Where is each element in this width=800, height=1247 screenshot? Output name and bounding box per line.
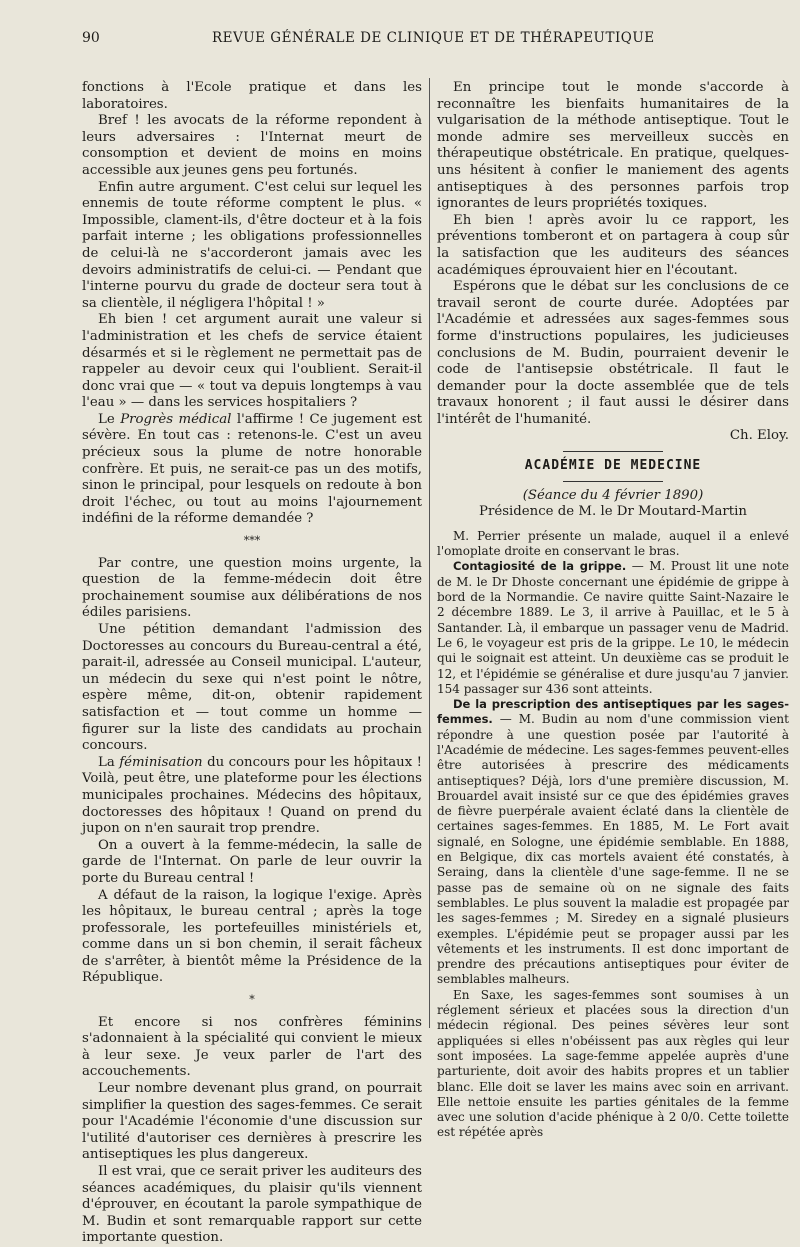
- paragraph: Eh bien ! après avoir lu ce rapport, les préventions tomberont et on partagera à coup sûr la satisfaction que les auditeurs des séances académiques éprouvaient hier en l'écoutant.: [437, 212, 789, 278]
- column-divider: [429, 78, 430, 1028]
- paragraph: Et encore si nos confrères féminins s'adonnaient à la spécialité qui convient le mieux à leur sexe. Je veux parler de l'art des accouchements.: [82, 1014, 422, 1080]
- signature-line: [437, 428, 789, 445]
- paragraph: M. Perrier présente un malade, auquel il a enlevé l'omoplate droite en conservant le bras.: [437, 528, 789, 559]
- subsection-title: De la prescription des antiseptiques par les sages-femmes.: [437, 697, 789, 727]
- page-number: 90: [82, 30, 100, 46]
- paragraph: Eh bien ! cet argument aurait une valeur si l'administration et les chefs de service étaient désarmés et si le règlement ne permettait pas de rappeler au devoir ceux qui l'oublient. Serait-il donc vrai que — « tout va depuis longtemps à vau l'eau » — dans les services hospitaliers ?: [82, 312, 422, 411]
- subsection-title: Contagiosité de la grippe.: [453, 559, 627, 574]
- text: du concours pour les hôpitaux ! Voilà, peut être, une plateforme pour les élections municipales prochaines. Médecins des hôpitaux, doctoresses des hôpitaux ! Quand on prend du jupon on n'en saurait trop prendre.: [82, 754, 422, 837]
- right-column: [437, 80, 789, 1141]
- paragraph: [437, 697, 789, 988]
- rule-top: [563, 451, 663, 452]
- text: — M. Proust lit une note de M. le Dr Dhoste concernant une épidémie de grippe à bord de la Normandie. Ce navire quitte Saint-Nazaire le 2 décembre 1889. Le 3, il arrive à Pauillac, et le 5 à Santander. Là, il embarque un passager venu de Madrid. Le 6, le voyageur est pris de la grippe. Le 10, le médecin qui le soignait est atteint. Un deuxième cas se produit le 12, et l'épidémie se généralise et dure jusqu'au 7 janvier. 154 passager sur 436 sont atteints.: [437, 559, 789, 696]
- paragraph: On a ouvert à la femme-médecin, la salle de garde de l'Internat. On parle de leur ouvrir la porte du Bureau central !: [82, 837, 422, 886]
- paragraph: [82, 412, 422, 528]
- running-head: REVUE GÉNÉRALE DE CLINIQUE ET DE THÉRAPEUTIQUE: [212, 30, 655, 46]
- minutes: [437, 529, 789, 1141]
- text: Le: [98, 411, 115, 427]
- italic-term: féminisation: [119, 754, 203, 770]
- signature: Ch. Eloy.: [729, 428, 789, 444]
- paragraph: Bref ! les avocats de la réforme repondent à leurs adversaires : l'Internat meurt de consomption et devient de moins en moins accessible aux jeunes gens peu fortunés.: [82, 113, 422, 178]
- paragraph: fonctions à l'Ecole pratique et dans les laboratoires.: [82, 80, 422, 112]
- paragraph: Il est vrai, que ce serait priver les auditeurs des séances académiques, du plaisir qu'ils viennent d'éprouver, en écoutant la parole sympathique de M. Budin et sont remarquable rapport sur cette importante question.: [82, 1164, 422, 1246]
- paragraph: En principe tout le monde s'accorde à reconnaître les bienfaits humanitaires de la vulgarisation de la méthode antiseptique. Tout le monde admire ses merveilleux succès en thérapeutique obstétricale. En pratique, quelques-uns hésitent à confier le maniement des agents antiseptiques à des personnes parfois trop ignorantes de leurs propriétés toxiques.: [437, 80, 789, 212]
- left-column: [82, 80, 422, 1247]
- paragraph: Par contre, une question moins urgente, la question de la femme-médecin doit être prochainement soumise aux délibérations de nos édiles parisiens.: [82, 555, 422, 621]
- text: — M. Budin au nom d'une commission vient répondre à une question posée par l'autorité à l'Académie de médecine. Les sages-femmes peuvent-elles être autorisées à prescrire des médicaments antiseptiques? Déjà, lors d'une première discussion, M. Brouardel avait insisté sur ce que des épidémies graves de fièvre puerpérale avaient éclaté dans la clientèle de certaines sages-femmes. En 1885, M. Le Fort avait signalé, en Sologne, une épidémie semblable. En 1888, en Belgique, dix cas mortels avaient été constatés, à Seraing, dans la clientèle d'une sage-femme. Il ne se passe pas de semaine où on ne signale des faits semblables. Le plus souvent la maladie est propagée par les sages-femmes ; M. Siredey en a signalé plusieurs exemples. L'épidémie peut se propager aussi par les vêtements et les instruments. Il est donc important de prendre des précautions antiseptiques pour éviter de semblables malheurs.: [437, 712, 789, 987]
- session-date: (Séance du 4 février 1890): [522, 487, 704, 503]
- rule-bottom: [563, 481, 663, 482]
- paragraph: Leur nombre devenant plus grand, on pourrait simplifier la question des sages-femmes. Ce serait pour l'Académie l'économie d'une discussion sur l'utilité d'autoriser ces dernières à prescrire les antiseptiques les plus dangereux.: [82, 1081, 422, 1163]
- paragraph: Espérons que le débat sur les conclusions de ce travail seront de courte durée. Adoptées par l'Académie et adressées aux sages-femmes sous forme d'instructions populaires, les judicieuses conclusions de M. Budin, pourraient devenir le code de l'antisepsie obstétricale. Il faut le demander pour la docte assemblée que de tels travaux honorent ; il faut aussi le désirer dans l'intérêt de l'humanité.: [437, 279, 789, 427]
- text: l'affirme ! Ce jugement est sévère. En tout cas : retenons-le. C'est un aveu précieux sous la plume de notre honorable confrère. Et puis, ne serait-ce pas un des motifs, sinon le principal, pour lesquels on redoute à bon droit l'échec, ou tout au moins l'ajournement indéfini de la réforme demandée ?: [82, 411, 423, 527]
- page-header: [82, 30, 778, 50]
- paragraph: [437, 559, 789, 697]
- paragraph: A défaut de la raison, la logique l'exige. Après les hôpitaux, le bureau central ; après la toge professorale, les portefeuilles ministériels et, comme dans un si bon chemin, il serait fâcheux de s'arrêter, à bientôt même la Présidence de la République.: [82, 887, 422, 986]
- paragraph: En Saxe, les sages-femmes sont soumises à un réglement sérieux et placées sous la direction d'un médecin régional. Des peines sévères leur sont appliquées si elles n'obéissent pas aux règles qui leur sont imposées. La sage-femme appelée auprès d'une parturiente, doit avoir des habits propres et un tablier blanc. Elle doit se laver les mains avec soin en arrivant. Elle nettoie ensuite les parties génitales de la femme avec une solution d'acide phénique à 2 0/0. Cette toilette est répétée après: [437, 987, 789, 1140]
- paragraph: Enfin autre argument. C'est celui sur lequel les ennemis de toute réforme comptent le plus. « Impossible, clament-ils, d'être docteur et à la fois parfait interne ; les obligations professionnelles de celui-là ne s'accorderont jamais avec les devoirs administratifs de celui-ci. — Pendant que l'interne pourvu du grade de docteur sera tout à sa clientèle, il négligera l'hôpital ! »: [82, 179, 422, 311]
- paragraph: [82, 755, 422, 838]
- presidency: Présidence de M. le Dr Moutard-Martin: [479, 504, 747, 520]
- journal-title: Progrès médical: [120, 411, 232, 427]
- text: La: [98, 754, 115, 770]
- paragraph: Une pétition demandant l'admission des Doctoresses au concours du Bureau-central a été, parait-il, adressée au Conseil municipal. L'auteur, un médecin du sexe qui n'est point le nôtre, espère même, dit-on, obtenir rapidement satisfaction et — tout comme un homme — figurer sur la liste des candidats au prochain concours.: [82, 622, 422, 754]
- section-title: ACADÉMIE DE MEDECINE: [524, 458, 702, 474]
- asterism: ***: [243, 534, 261, 548]
- asterism: *: [249, 993, 255, 1007]
